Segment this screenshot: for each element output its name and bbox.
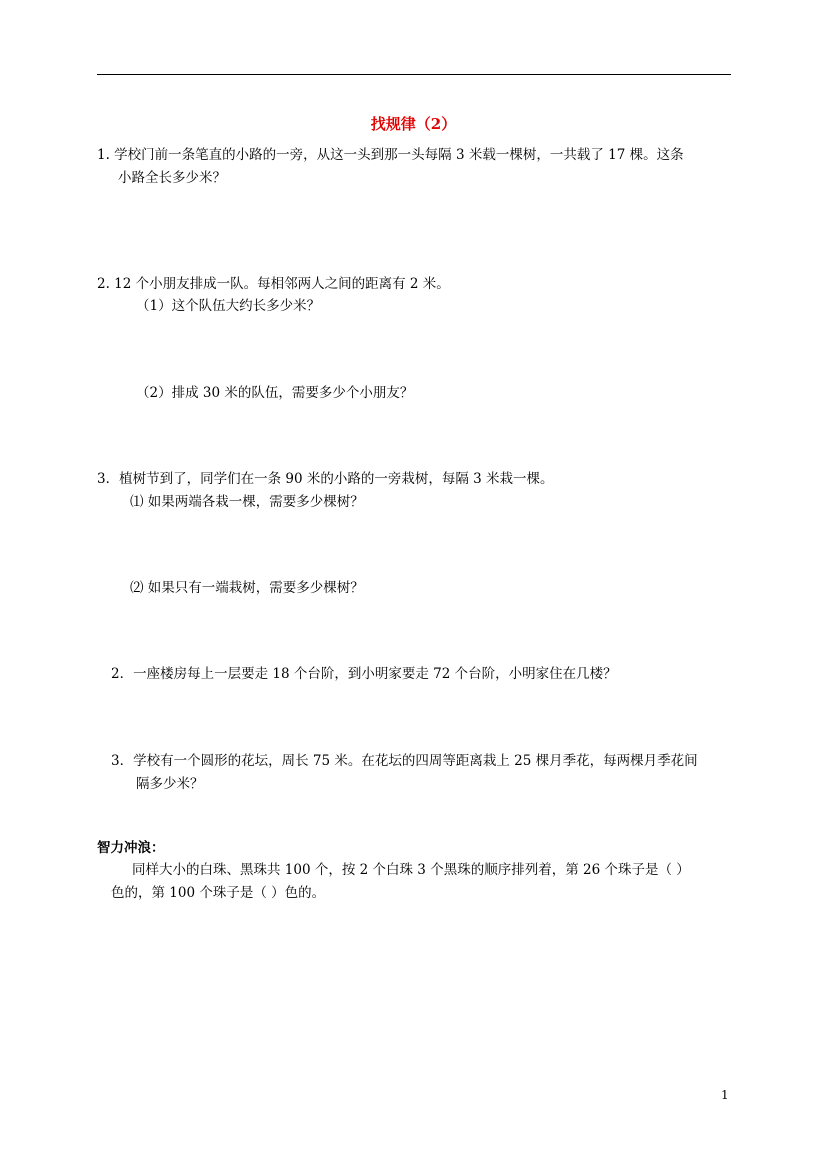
header-rule <box>97 74 731 75</box>
q2-stem: 2. 12 个小朋友排成一队。每相邻两人之间的距离有 2 米。 <box>97 276 450 292</box>
q3-sub1: ⑴ 如果两端各栽一棵，需要多少棵树？ <box>130 494 364 510</box>
page-title: 找规律（2） <box>370 115 457 133</box>
page-number: 1 <box>721 1088 729 1102</box>
q3-stem: 3．植树节到了，同学们在一条 90 米的小路的一旁栽树，每隔 3 米栽一棵。 <box>97 471 554 487</box>
q3-sub2: ⑵ 如果只有一端栽树，需要多少棵树？ <box>130 580 364 596</box>
q4-text: 2．一座楼房每上一层要走 18 个台阶，到小明家要走 72 个台阶，小明家住在几楼？ <box>111 666 617 682</box>
bonus-heading: 智力冲浪： <box>97 840 165 856</box>
q2-sub1: （1）这个队伍大约长多少米？ <box>136 298 321 314</box>
q1-line1: 1. 学校门前一条笔直的小路的一旁，从这一头到那一头每隔 3 米载一棵树，一共载了 17 棵。这条 <box>97 147 684 163</box>
bonus-line1: 同样大小的白珠、黑珠共 100 个，按 2 个白珠 3 个黑珠的顺序排列着，第 26 个珠子是（ ） <box>132 862 690 878</box>
q2-sub2: （2）排成 30 米的队伍，需要多少个小朋友？ <box>136 385 414 401</box>
q5-line1: 3．学校有一个圆形的花坛，周长 75 米。在花坛的四周等距离栽上 25 棵月季花，每两棵月季花间 <box>111 753 698 769</box>
q1-line2: 小路全长多少米？ <box>118 170 226 186</box>
bonus-line2: 色的，第 100 个珠子是（ ）色的。 <box>111 885 326 901</box>
q5-line2: 隔多少米？ <box>136 776 204 792</box>
